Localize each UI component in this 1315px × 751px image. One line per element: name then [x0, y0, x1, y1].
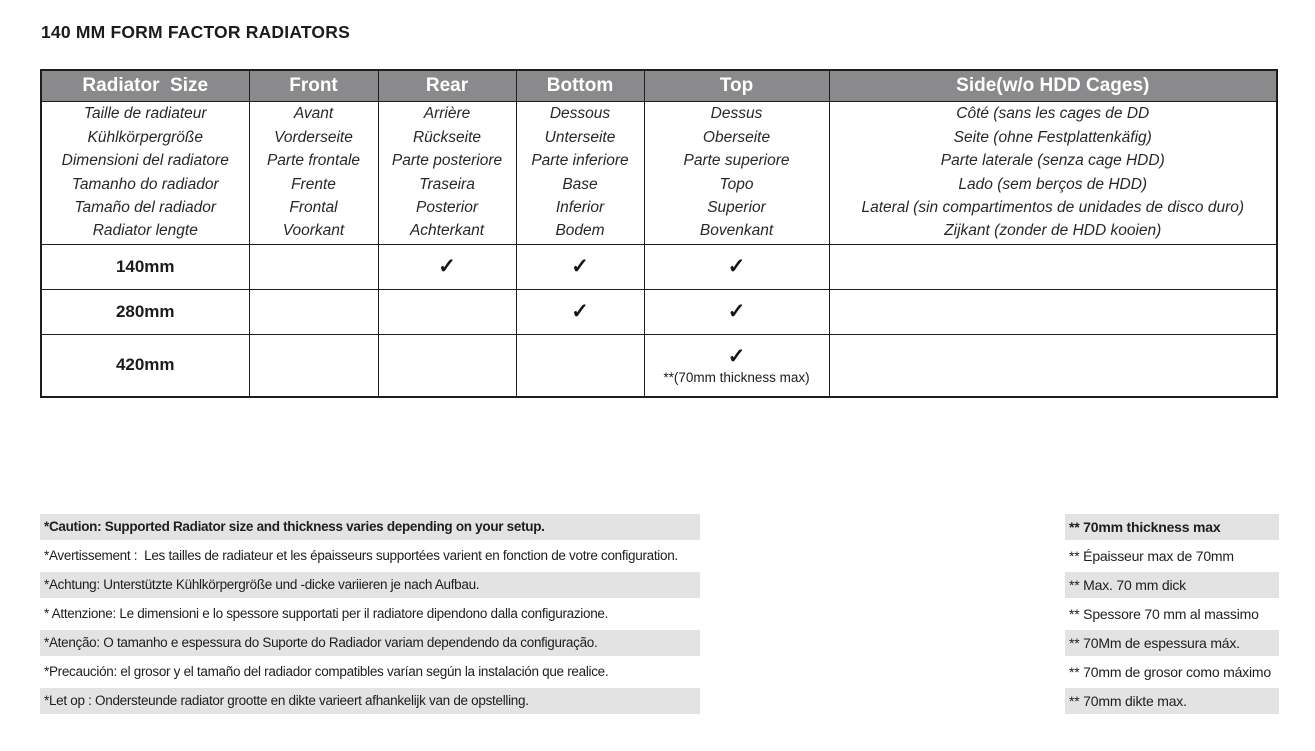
translation-line: Frente — [291, 175, 336, 193]
caution-note-portuguese: *Atenção: O tamanho e espessura do Suporte do Radiador variam dependendo da configuração. — [40, 630, 700, 656]
table-row-280mm — [41, 289, 1277, 334]
translation-line: Achterkant — [409, 222, 485, 240]
table-row-420mm — [41, 334, 1277, 397]
radiator-compatibility-table — [40, 69, 1278, 398]
row-size-label-280mm: 280mm — [41, 289, 249, 334]
translation-line: Bodem — [555, 222, 605, 240]
caution-note-italian: * Attenzione: Le dimensioni e lo spessore supportati per il radiatore dipendono dalla configurazione. — [44, 606, 609, 621]
translation-line: Vorderseite — [274, 128, 353, 146]
cell-280mm-rear — [378, 289, 516, 334]
translation-line: Parte posteriore — [391, 152, 503, 170]
thickness-note-german: ** Max. 70 mm dick — [1065, 572, 1279, 598]
thickness-note-portuguese: ** 70Mm de espessura máx. — [1065, 630, 1279, 656]
check-mark: ✓ — [727, 300, 746, 323]
translations-top — [644, 101, 829, 244]
cell-140mm-side — [829, 244, 1277, 289]
translation-line: Lado (sem berços de HDD) — [958, 175, 1148, 193]
translation-line: Topo — [719, 175, 754, 193]
translation-line: Parte frontale — [266, 152, 361, 170]
thickness-note-french: ** Épaisseur max de 70mm — [1069, 548, 1234, 564]
cell-140mm-top — [644, 244, 829, 289]
translation-line: Lateral (sin compartimentos de unidades de disco duro) — [861, 198, 1245, 216]
translations-front — [249, 101, 378, 244]
check-mark: ✓ — [727, 344, 746, 368]
translations-bottom — [516, 101, 644, 244]
cell-140mm-bottom — [516, 244, 644, 289]
translation-line: Unterseite — [544, 128, 616, 146]
cell-280mm-top — [644, 289, 829, 334]
translation-line: Radiator lengte — [92, 222, 198, 240]
thickness-notes-list — [1065, 514, 1279, 717]
check-mark: ✓ — [727, 255, 746, 278]
translation-line: Parte superiore — [683, 152, 790, 170]
column-header-front: Front — [249, 70, 378, 101]
translation-line: Zijkant (zonder de HDD kooien) — [944, 222, 1162, 240]
translation-line: Frontal — [289, 198, 338, 216]
cell-140mm-front — [249, 244, 378, 289]
page-title: 140 MM FORM FACTOR RADIATORS — [41, 22, 350, 42]
row-size-label-420mm: 420mm — [41, 334, 249, 397]
cell-140mm-rear — [378, 244, 516, 289]
column-header-radiator-size: Radiator Size — [41, 70, 249, 101]
thickness-note-english: ** 70mm thickness max — [1065, 514, 1279, 540]
translation-line: Taille de radiateur — [83, 105, 207, 123]
translation-line: Dessus — [710, 105, 763, 123]
caution-note-french: *Avertissement : Les tailles de radiateur et les épaisseurs supportées varient en fonction de votre configuration. — [44, 548, 678, 563]
translation-line: Dessous — [549, 105, 611, 123]
column-header-side: Side(w/o HDD Cages) — [829, 70, 1277, 101]
column-header-bottom: Bottom — [516, 70, 644, 101]
cell-420mm-side — [829, 334, 1277, 397]
translations-rear — [378, 101, 516, 244]
thickness-note-spanish: ** 70mm de grosor como máximo — [1069, 664, 1271, 680]
cell-420mm-bottom — [516, 334, 644, 397]
caution-note-dutch: *Let op : Ondersteunde radiator grootte en dikte varieert afhankelijk van de opstelling. — [40, 688, 700, 714]
thickness-note-420mm: **(70mm thickness max) — [663, 369, 810, 385]
cell-420mm-front — [249, 334, 378, 397]
thickness-note-dutch: ** 70mm dikte max. — [1065, 688, 1279, 714]
caution-note-german: *Achtung: Unterstützte Kühlkörpergröße und -dicke variieren je nach Aufbau. — [40, 572, 700, 598]
cell-420mm-top — [644, 334, 829, 397]
translation-line: Côté (sans les cages de DD — [956, 105, 1150, 123]
cell-420mm-rear — [378, 334, 516, 397]
table-header-row — [41, 70, 1277, 101]
translation-line: Tamanho do radiador — [71, 175, 219, 193]
translation-line: Parte laterale (senza cage HDD) — [940, 152, 1165, 170]
translation-line: Seite (ohne Festplattenkäfig) — [953, 128, 1152, 146]
column-header-rear: Rear — [378, 70, 516, 101]
translation-line: Rückseite — [412, 128, 482, 146]
cell-280mm-bottom — [516, 289, 644, 334]
table-row-140mm — [41, 244, 1277, 289]
translation-line: Superior — [707, 198, 766, 216]
translation-line: Kühlkörpergröße — [87, 128, 203, 146]
translation-line: Inferior — [555, 198, 605, 216]
translation-line: Base — [562, 175, 598, 193]
translation-line: Traseira — [419, 175, 475, 193]
thickness-note-italian: ** Spessore 70 mm al massimo — [1069, 606, 1259, 622]
check-mark: ✓ — [571, 300, 589, 323]
column-header-top: Top — [644, 70, 829, 101]
check-mark: ✓ — [438, 255, 456, 278]
translation-line: Dimensioni del radiatore — [61, 152, 229, 170]
check-mark: ✓ — [571, 255, 589, 278]
translations-side — [829, 101, 1277, 244]
translation-line: Voorkant — [282, 222, 345, 240]
translation-line: Oberseite — [702, 128, 771, 146]
translation-line: Posterior — [415, 198, 479, 216]
translation-line: Avant — [293, 105, 334, 123]
row-size-label-140mm: 140mm — [41, 244, 249, 289]
translations-row — [41, 101, 1277, 244]
translations-radiator-size — [41, 101, 249, 244]
cell-280mm-side — [829, 289, 1277, 334]
caution-notes-list — [40, 514, 700, 717]
translation-line: Bovenkant — [699, 222, 774, 240]
translation-line: Parte inferiore — [531, 152, 629, 170]
caution-note-english: *Caution: Supported Radiator size and thickness varies depending on your setup. — [40, 514, 700, 540]
translation-line: Tamaño del radiador — [74, 198, 217, 216]
translation-line: Arrière — [423, 105, 471, 123]
caution-note-spanish: *Precaución: el grosor y el tamaño del radiador compatibles varían según la instalación que realice. — [44, 664, 609, 679]
cell-280mm-front — [249, 289, 378, 334]
